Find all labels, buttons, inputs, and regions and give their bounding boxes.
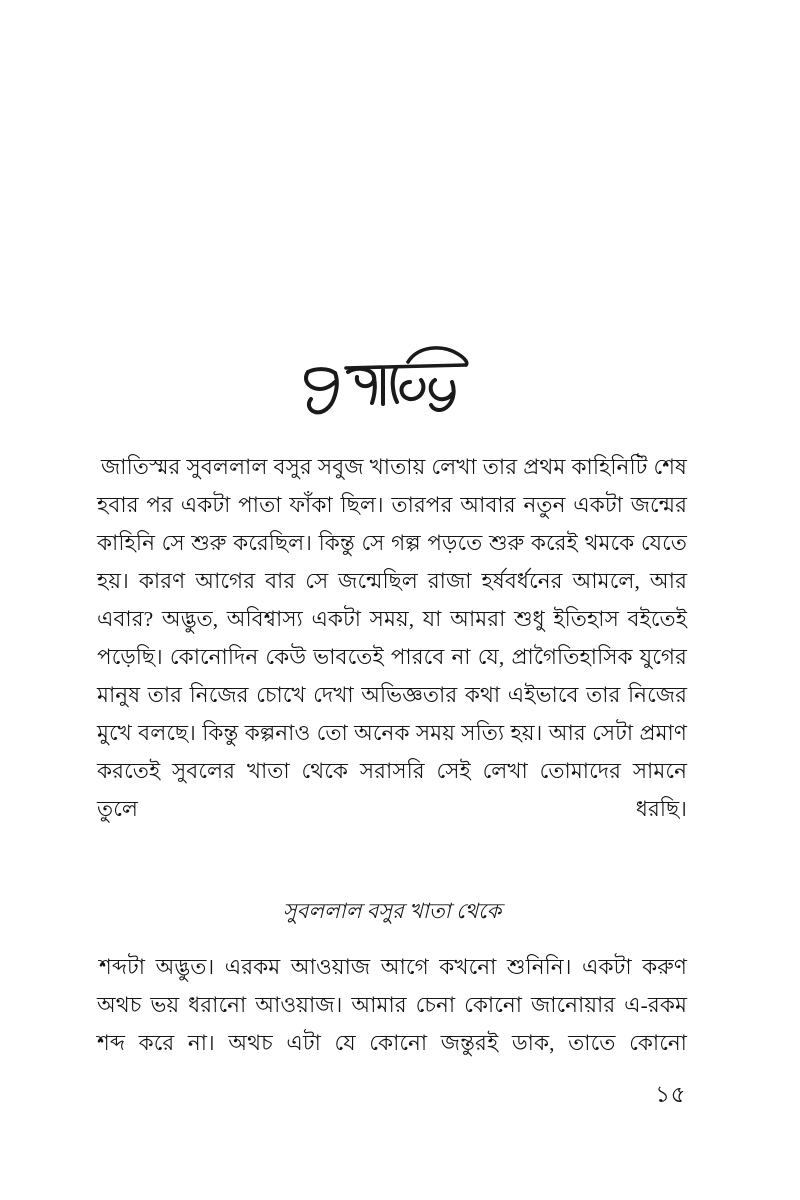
body-paragraph-2: শব্দটা অদ্ভুত। এরকম আওয়াজ আগে কখনো শুনিনি। একটা করুণ অথচ ভয় ধরানো আওয়াজ। আমার চেনা কোনো জানোয়ার এ-রকম শব্দ করে না। অথচ এটা যে কোনো জন্তুরই ডাক, তাতে কোনো [97, 955, 687, 1055]
attribution-line: সুবললাল বসুর খাতা থেকে [282, 899, 502, 923]
text-column [97, 448, 687, 1100]
page-number: ১৫ [655, 1082, 686, 1107]
chapter-title [0, 338, 800, 430]
chapter-title-lettering [290, 338, 510, 430]
body-paragraph-1: জাতিস্মর সুবললাল বসুর সবুজ খাতায় লেখা তার প্রথম কাহিনিটি শেষ হবার পর একটা পাতা ফাঁকা ছিল। তারপর আবার নতুন একটা জন্মের কাহিনি সে শুরু করেছিল। কিন্তু সে গল্প পড়তে শুরু করেই থমকে যেতে হয়। কারণ আগের বার সে জন্মেছিল রাজা হর্ষবর্ধনের আমলে, আর এবার? অদ্ভুত, অবিশ্বাস্য একটা সময়, যা আমরা শুধু ইতিহাস বইতেই পড়েছি। কোনোদিন কেউ ভাবতেই পারবে না যে, প্রাগৈতিহাসিক যুগের মানুষ তার নিজের চোখে দেখা অভিজ্ঞতার কথা এইভাবে তার নিজের মুখে বলছে। কিন্তু কল্পনাও তো অনেক সময় সত্যি হয়। আর সেটা প্রমাণ করতেই সুবলের খাতা থেকে সরাসরি সেই লেখা তোমাদের সামনে তুলে ধরছি। [97, 455, 687, 821]
